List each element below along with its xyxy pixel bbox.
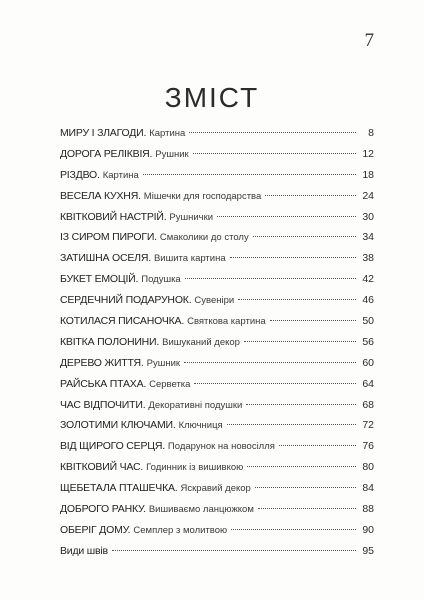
page-title: ЗМІСТ bbox=[164, 82, 260, 113]
toc-entry-title: ДОБРОГО РАНКУ. bbox=[60, 503, 146, 516]
toc-entry-page-number: 95 bbox=[362, 544, 374, 557]
dot-leader bbox=[227, 424, 356, 425]
dot-leader bbox=[231, 529, 356, 530]
toc-entry-page-number: 56 bbox=[362, 335, 374, 348]
dot-leader bbox=[246, 404, 356, 405]
dot-leader bbox=[112, 550, 356, 551]
toc-entry bbox=[60, 332, 374, 353]
toc-entry bbox=[60, 457, 374, 478]
toc-entry-subtitle: Годинник із вишивкою bbox=[146, 462, 244, 474]
toc-entry-page-number: 46 bbox=[362, 294, 374, 307]
toc-entry bbox=[60, 165, 374, 186]
toc-entry-page-number: 34 bbox=[362, 231, 374, 244]
dot-leader bbox=[258, 508, 356, 509]
toc-entry-subtitle: Смаколики до столу bbox=[159, 232, 249, 244]
toc-entry bbox=[60, 227, 374, 248]
toc-entry-page-number: 80 bbox=[362, 461, 374, 474]
toc-entry-page-number: 90 bbox=[362, 523, 374, 536]
toc-entry-subtitle: Картина bbox=[149, 128, 186, 139]
dot-leader bbox=[255, 487, 356, 488]
toc-entry-title: КВІТКОВИЙ ЧАС. bbox=[60, 461, 144, 474]
toc-entry-page-number: 8 bbox=[368, 127, 374, 139]
toc-entry-title: РІЗДВО. bbox=[60, 168, 100, 181]
toc-entry-subtitle: Мішечки для господарства bbox=[143, 190, 262, 202]
toc-entry-title: ДОРОГА РЕЛІКВІЯ. bbox=[60, 147, 153, 160]
toc-entry bbox=[60, 186, 374, 207]
toc-entry bbox=[60, 269, 374, 290]
toc-entry-title: ЧАС ВІДПОЧИТИ. bbox=[60, 398, 146, 411]
dot-leader bbox=[189, 132, 356, 133]
dot-leader bbox=[143, 174, 356, 175]
toc-entry-title: Види швів bbox=[60, 544, 108, 557]
toc-entry-subtitle: Картина bbox=[102, 169, 139, 181]
dot-leader bbox=[230, 257, 356, 258]
toc-entry-page-number: 72 bbox=[362, 419, 374, 432]
toc-entry-title: ЗАТИШНА ОСЕЛЯ. bbox=[60, 252, 151, 265]
toc-entry bbox=[60, 395, 374, 416]
toc-entry-title: ДЕРЕВО ЖИТТЯ. bbox=[60, 356, 144, 369]
toc-entry-title: СЕРДЕЧНИЙ ПОДАРУНОК. bbox=[60, 294, 192, 307]
dot-leader bbox=[184, 362, 356, 363]
toc-entry-title: КОТИЛАСЯ ПИСАНОЧКА. bbox=[60, 315, 185, 328]
toc-entry-subtitle: Яскравий декор bbox=[180, 483, 251, 495]
toc-entry-title: РАЙСЬКА ПТАХА. bbox=[60, 377, 147, 390]
toc-entry-title: КВІТКОВИЙ НАСТРІЙ. bbox=[60, 210, 167, 223]
dot-leader bbox=[279, 445, 356, 446]
toc-entry-subtitle: Сувеніри bbox=[194, 295, 235, 307]
toc-entry-subtitle: Подушка bbox=[141, 274, 181, 286]
toc-entry-title: БУКЕТ ЕМОЦІЙ. bbox=[60, 273, 139, 286]
toc-entry-subtitle: Вишуканий декор bbox=[162, 336, 240, 348]
toc-entry-title: ВЕСЕЛА КУХНЯ. bbox=[60, 189, 141, 202]
toc-entry bbox=[60, 499, 374, 520]
toc-entry-page-number: 60 bbox=[362, 356, 374, 369]
toc-entry-subtitle: Рушнички bbox=[169, 211, 214, 223]
dot-leader bbox=[238, 299, 356, 300]
toc-entry-subtitle: Серветка bbox=[149, 378, 191, 390]
toc-entry-subtitle: Святкова картина bbox=[187, 316, 266, 328]
toc-entry-subtitle: Вишита картина bbox=[153, 253, 226, 265]
toc-entry-title: ЩЕБЕТАЛА ПТАШЕЧКА. bbox=[60, 482, 178, 495]
toc-entry bbox=[60, 415, 374, 436]
toc-entry-page-number: 30 bbox=[362, 210, 374, 223]
toc-entry-page-number: 12 bbox=[362, 147, 374, 160]
dot-leader bbox=[247, 466, 356, 467]
toc-entry-page-number: 76 bbox=[362, 440, 374, 453]
table-of-contents bbox=[60, 123, 374, 562]
toc-entry-subtitle: Семплер з молитвою bbox=[133, 524, 228, 536]
toc-entry-title: КВІТКА ПОЛОНИНИ. bbox=[60, 335, 160, 348]
toc-entry-page-number: 50 bbox=[362, 315, 374, 328]
toc-entry bbox=[60, 374, 374, 395]
toc-entry bbox=[60, 353, 374, 374]
toc-entry-subtitle: Подарунок на новосілля bbox=[167, 441, 275, 453]
dot-leader bbox=[217, 216, 356, 217]
dot-leader bbox=[193, 153, 356, 154]
toc-entry bbox=[60, 478, 374, 499]
toc-entry-page-number: 68 bbox=[362, 398, 374, 411]
toc-entry-title: МИРУ І ЗЛАГОДИ. bbox=[60, 127, 147, 139]
toc-entry-page-number: 88 bbox=[362, 503, 374, 516]
dot-leader bbox=[244, 341, 356, 342]
toc-entry-page-number: 38 bbox=[362, 252, 374, 265]
toc-entry bbox=[60, 248, 374, 269]
toc-entry-page-number: 84 bbox=[362, 482, 374, 495]
dot-leader bbox=[253, 236, 356, 237]
toc-entry-subtitle: Вишиваємо ланцюжком bbox=[148, 504, 254, 516]
toc-entry-page-number: 18 bbox=[362, 168, 374, 181]
toc-entry bbox=[60, 311, 374, 332]
toc-entry bbox=[60, 436, 374, 457]
toc-entry-title: ІЗ СИРОМ ПИРОГИ. bbox=[60, 231, 157, 244]
dot-leader bbox=[270, 320, 356, 321]
toc-entry-page-number: 24 bbox=[362, 189, 374, 202]
toc-entry bbox=[60, 144, 374, 165]
toc-entry-title: ЗОЛОТИМИ КЛЮЧАМИ. bbox=[60, 419, 176, 432]
toc-entry bbox=[60, 207, 374, 228]
toc-entry-subtitle: Рушник bbox=[155, 148, 189, 160]
toc-entry-subtitle: Декоративні подушки bbox=[148, 399, 243, 411]
toc-entry-page-number: 42 bbox=[362, 273, 374, 286]
dot-leader bbox=[194, 383, 356, 384]
toc-entry-subtitle: Ключниця bbox=[178, 420, 223, 432]
toc-entry-title: ОБЕРІГ ДОМУ. bbox=[60, 523, 131, 536]
dot-leader bbox=[185, 278, 356, 279]
toc-entry bbox=[60, 123, 374, 144]
toc-entry bbox=[60, 520, 374, 541]
dot-leader bbox=[265, 195, 356, 196]
page-number: 7 bbox=[364, 30, 374, 51]
toc-entry bbox=[60, 290, 374, 311]
toc-entry bbox=[60, 541, 374, 562]
toc-entry-subtitle: Рушник bbox=[146, 357, 181, 369]
toc-entry-page-number: 64 bbox=[362, 377, 374, 390]
toc-entry-title: ВІД ЩИРОГО СЕРЦЯ. bbox=[60, 440, 165, 453]
